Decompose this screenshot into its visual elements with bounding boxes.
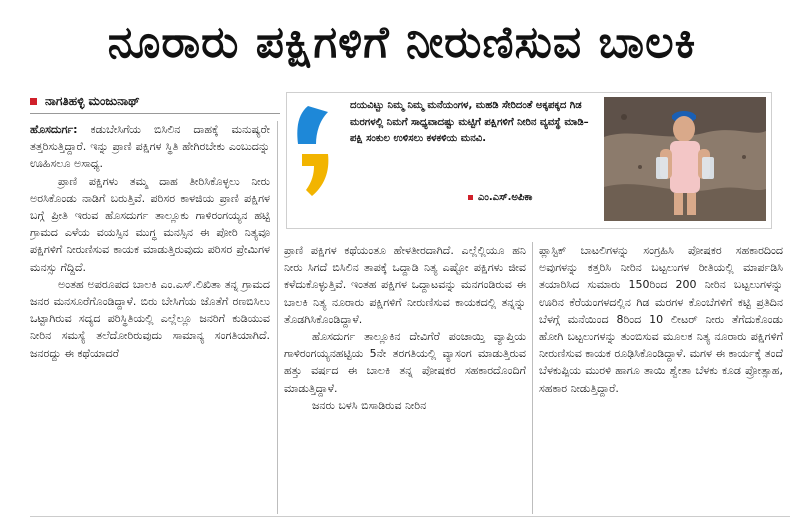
paragraph: ಪ್ರಾಣಿ ಪಕ್ಷಿಗಳು ತಮ್ಮ ದಾಹ ತೀರಿಸಿಕೊಳ್ಳಲು ನೀರು ಅರಸಿಕೊಂಡು ನಾಡಿಗೆ ಬರುತ್ತಿವೆ. ಪರಿಸರ ಕಾಳಜಿಯ ಪ್ರಾಣಿ ಪಕ್ಷಿಗಳ ಬಗ್ಗೆ ಪ್ರೀತಿ ಇರುವ ಹೊಸದುರ್ಗ ತಾಲ್ಲೂಕು ಗಾಳಿರಂಗಯ್ಯನ ಹಟ್ಟಿ ಗ್ರಾಮದ ಎಳೆಯ ವಯಸ್ಸಿನ ಮುಗ್ಧ ಮನಸ್ಸಿನ ಈ ಪೋರಿ ನಿತ್ಯವೂ ಪಕ್ಷಿಗಳಿಗೆ ನೀರುಣಿಸುವ ಕಾಯಕ ಮಾಡುತ್ತಿರುವುದು ಪರಿಸರ ಪ್ರೇಮಿಗಳ ಮನಸ್ಸು ಗೆದ್ದಿದೆ. bbox=[30, 174, 270, 274]
quote-mark-icon bbox=[294, 100, 342, 200]
article-column-1 bbox=[30, 121, 270, 514]
paragraph: ಪ್ರಾಣಿ ಪಕ್ಷಿಗಳ ಕಥೆಯಂತೂ ಹೇಳತೀರದಾಗಿದೆ. ಎಲ್ಲೆಲ್ಲಿಯೂ ಹನಿ ನೀರು ಸಿಗದೆ ಬಿಸಿಲಿನ ತಾಪಕ್ಕೆ ಒದ್ದಾಡಿ ನಿತ್ಯ ಎಷ್ಟೋ ಪಕ್ಷಿಗಳು ಜೀವ ಕಳೆದುಕೊಳ್ಳುತ್ತಿವೆ. ಇಂತಹ ಪಕ್ಷಿಗಳ ಒದ್ದಾಟವನ್ನು ಮನಗಂಡಿರುವ ಈ ಬಾಲಕಿ ನಿತ್ಯ ನೂರಾರು ಪಕ್ಷಿಗಳಿಗೆ ನೀರುಣಿಸುವ ಕಾಯಕದಲ್ಲಿ ತನ್ನನ್ನು ತೊಡಗಿಸಿಕೊಂಡಿದ್ದಾಳೆ. bbox=[284, 244, 526, 326]
pull-quote-text: ದಯವಿಟ್ಟು ನಿಮ್ಮ ನಿಮ್ಮ ಮನೆಯಂಗಳ, ಮಹಡಿ ಸೇರಿದಂತೆ ಅಕ್ಕಪಕ್ಕದ ಗಿಡ ಮರಗಳಲ್ಲಿ ನಿಮಗೆ ಸಾಧ್ಯವಾದಷ್ಟು ಮಟ್ಟಿಗೆ ಪಕ್ಷಿಗಳಿಗೆ ನೀರಿನ ವ್ಯವಸ್ಥೆ ಮಾಡಿ–ಪಕ್ಷಿ ಸಂಕುಲ ಉಳಿಸಲು ಕಳಕಳಿಯ ಮನವಿ. bbox=[350, 100, 589, 144]
column-divider bbox=[532, 242, 533, 514]
dateline: ಹೊಸದುರ್ಗ: bbox=[30, 123, 78, 136]
paragraph bbox=[30, 121, 270, 173]
column-divider bbox=[277, 121, 278, 514]
attribution-name: ಎಂ.ಎಸ್.ಅಪಿಕಾ bbox=[478, 192, 533, 203]
pull-quote-attribution bbox=[468, 192, 532, 203]
article-column-3 bbox=[539, 242, 783, 514]
paragraph-text: ಕಡುಬೇಸಿಗೆಯ ಬಿಸಿಲಿನ ದಾಹಕ್ಕೆ ಮನುಷ್ಯರೇ ತತ್ತರಿಸುತ್ತಿದ್ದಾರೆ. ಇನ್ನು ಪ್ರಾಣಿ ಪಕ್ಷಿಗಳ ಸ್ಥಿತಿ ಹೇಗಿರಬೇಕು ಎಂಬುದನ್ನು ಊಹಿಸಲೂ ಅಸಾಧ್ಯ. bbox=[30, 123, 270, 171]
page-bottom-rule bbox=[30, 516, 790, 517]
byline-divider bbox=[30, 113, 280, 114]
bullet-icon bbox=[30, 98, 37, 105]
paragraph: ಅಂತಹ ಅಪರೂಪದ ಬಾಲಕಿ ಎಂ.ಎಸ್.ಲಿಖಿತಾ ತನ್ನ ಗ್ರಾಮದ ಜನರ ಮನಸೂರೆಗೊಂಡಿದ್ದಾಳೆ. ಬಿರು ಬೇಸಿಗೆಯ ಜೊತೆಗೆ ರಣಬಿಸಿಲು ಒಟ್ಟಾಗಿರುವ ಸದ್ಯದ ಪರಿಸ್ಥಿತಿಯಲ್ಲಿ ಎಲ್ಲೆಲ್ಲೂ ಜನರಿಗೆ ಕುಡಿಯುವ ನೀರಿನ ಸಮಸ್ಯೆ ತಲೆದೋರಿರುವುದು ಸಾಮಾನ್ಯ ಸಂಗತಿಯಾಗಿದೆ. ಜನರದ್ದು ಈ ಕಥೆಯಾದರೆ bbox=[30, 277, 270, 360]
paragraph: ಜನರು ಬಳಸಿ ಬಿಸಾಡಿರುವ ನೀರಿನ bbox=[312, 398, 427, 412]
byline bbox=[30, 92, 140, 110]
article-column-2 bbox=[284, 242, 526, 514]
bullet-icon bbox=[468, 195, 473, 200]
paragraph: ಹೊಸದುರ್ಗ ತಾಲ್ಲೂಕಿನ ದೇವಿಗೆರೆ ಪಂಚಾಯ್ತಿ ವ್ಯಾಪ್ತಿಯ ಗಾಳಿರಂಗಯ್ಯನಹಟ್ಟಿಯ 5ನೇ ತರಗತಿಯಲ್ಲಿ ವ್ಯಾಸಂಗ ಮಾಡುತ್ತಿರುವ ಹತ್ತು ವರ್ಷದ ಈ ಬಾಲಕಿ ತನ್ನ ಪೋಷಕರ ಸಹಕಾರದೊಂದಿಗೆ ಮಾಡುತ್ತಿದ್ದಾಳೆ. bbox=[284, 330, 526, 395]
girl-photo bbox=[604, 97, 766, 221]
paragraph: ಪ್ಲಾಸ್ಟಿಕ್ ಬಾಟಲಿಗಳನ್ನು ಸಂಗ್ರಹಿಸಿ ಪೋಷಕರ ಸಹಕಾರದಿಂದ ಅವುಗಳನ್ನು ಕತ್ತರಿಸಿ ನೀರಿನ ಬಟ್ಟಲುಗಳ ರೀತಿಯಲ್ಲಿ ಮಾರ್ಪಡಿಸಿ ತಯಾರಿಸಿದ ಸುಮಾರು 150ರಿಂದ 200 ನೀರಿನ ಬಟ್ಟಲುಗಳನ್ನು ಊರಿನ ಕೆರೆಯಂಗಳದಲ್ಲಿನ ಗಿಡ ಮರಗಳ ಕೊಂಬೆಗಳಿಗೆ ಕಟ್ಟಿ ಪ್ರತಿದಿನ ಬೆಳಗ್ಗೆ ಮನೆಯಿಂದ 8ರಿಂದ 10 ಲೀಟರ್ ನೀರು ತೆಗೆದುಕೊಂಡು ಹೋಗಿ ಬಟ್ಟಲುಗಳನ್ನು ತುಂಬಿಸುವ ಮೂಲಕ ನಿತ್ಯ ನೂರಾರು ಪಕ್ಷಿಗಳಿಗೆ ನೀರುಣಿಸುವ ಕಾಯಕ ರೂಢಿಸಿಕೊಂಡಿದ್ದಾಳೆ. ಮಗಳ ಈ ಕಾರ್ಯಕ್ಕೆ ತಂದೆ ಬೆಳಕುಪ್ಪಿಯ ಮುರಳಿ ಹಾಗೂ ತಾಯಿ ಶ್ವೇತಾ ಬೆಳಕು ಕೂಡ ಪ್ರೋತ್ಸಾಹ, ಸಹಕಾರ ನೀಡುತ್ತಿದ್ದಾರೆ. bbox=[539, 244, 783, 395]
headline: ನೂರಾರು ಪಕ್ಷಿಗಳಿಗೆ ನೀರುಣಿಸುವ ಬಾಲಕಿ bbox=[107, 16, 697, 68]
byline-name: ನಾಗತಿಹಳ್ಳಿ ಮಂಜುನಾಥ್ bbox=[45, 93, 140, 108]
